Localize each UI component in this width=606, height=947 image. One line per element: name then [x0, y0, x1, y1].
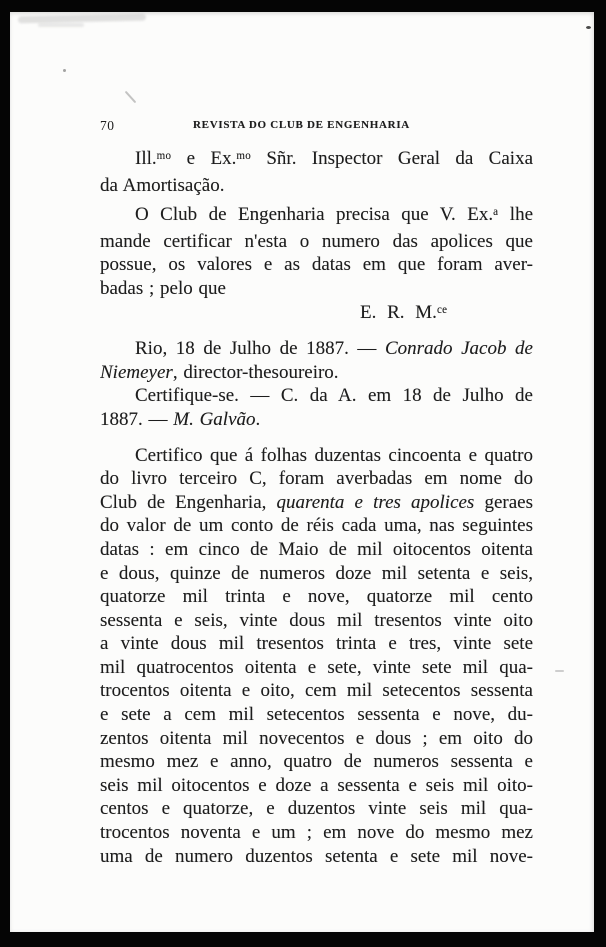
- text-segment: possue, os valores e as datas em que foram aver-: [100, 254, 533, 276]
- running-header: [100, 117, 533, 134]
- text-line: [100, 609, 533, 633]
- text-segment: , director-thesoureiro.: [172, 361, 339, 383]
- text-segment: do livro terceiro C, foram averbadas em nome do: [100, 468, 533, 490]
- text-line: [100, 797, 533, 821]
- p-salutation: [100, 147, 533, 197]
- page-number: 70: [100, 118, 115, 133]
- text-line: [100, 467, 533, 491]
- text-line: [100, 230, 533, 254]
- text-segment: centos e quatorze, e duzentos vinte seis mil qua-: [100, 798, 533, 820]
- text-line: [100, 656, 533, 680]
- text-segment: quatorze mil trinta e nove, quatorze mil cento: [100, 586, 533, 608]
- text-segment: lhe: [498, 204, 533, 226]
- text-segment: quarenta e tres apolices: [276, 491, 475, 513]
- text-segment: mande certificar n'esta o numero das apolices que: [100, 230, 533, 252]
- text-line: [100, 845, 533, 869]
- text-line: [100, 253, 533, 277]
- text-segment: sessenta e seis, vinte dous mil tresentos vinte oito: [100, 609, 533, 631]
- text-segment: trocentos noventa e um ; em nove do mesmo mez: [100, 822, 533, 844]
- text-segment: a: [493, 206, 499, 219]
- text-segment: Rio, 18 de Julho de 1887. —: [135, 338, 385, 360]
- text-segment: Club de Engenharia,: [100, 491, 277, 513]
- text-line: [100, 408, 533, 432]
- scan-smudge: [555, 670, 564, 672]
- text-line: [100, 727, 533, 751]
- text-line: [100, 538, 533, 562]
- scan-smudge: [18, 14, 146, 24]
- scan-smudge: [38, 23, 84, 27]
- scan-smudge: [125, 91, 137, 103]
- text-segment: a vinte dous mil tresentos trinta e tres, vinte sete: [100, 633, 533, 655]
- text-line: [100, 444, 533, 468]
- text-segment: datas : em cinco de Maio de mil oitocentos oitenta: [100, 538, 533, 560]
- text-line: [100, 361, 533, 385]
- p-date-signature: [100, 337, 533, 384]
- text-line: [100, 337, 533, 361]
- text-line: [100, 821, 533, 845]
- text-segment: Certifico que á folhas duzentas cincoenta e quatro: [135, 444, 533, 466]
- text-block: [100, 117, 533, 868]
- text-segment: trocentos oitenta e oito, cem mil setecentos sessenta: [100, 680, 533, 702]
- text-segment: mo: [236, 150, 252, 163]
- scan-smudge: [586, 26, 591, 29]
- text-segment: ce: [436, 303, 448, 316]
- text-line: [100, 514, 533, 538]
- text-segment: O Club de Engenharia precisa que V. Ex.: [135, 204, 494, 226]
- text-line: [100, 562, 533, 586]
- text-line: [100, 147, 533, 174]
- book-page: [10, 12, 594, 932]
- text-segment: .: [255, 408, 261, 430]
- text-segment: Conrado Jacob de: [384, 338, 533, 360]
- p-certify-order: [100, 384, 533, 431]
- p-signoff: [100, 301, 533, 328]
- text-line: [100, 679, 533, 703]
- text-segment: uma de numero duzentos setenta e sete mil nove-: [100, 845, 533, 867]
- document-body: [100, 147, 533, 868]
- text-segment: mo: [156, 150, 172, 163]
- text-line: [100, 277, 533, 301]
- p-certificate: [100, 444, 533, 869]
- text-segment: badas ; pelo que: [100, 277, 226, 299]
- text-segment: Ill.: [135, 148, 157, 169]
- text-segment: Sñr. Inspector Geral da Caixa: [251, 148, 533, 169]
- text-segment: Certifique-se. — C. da A. em 18 de Julho de: [135, 385, 533, 407]
- text-segment: e dous, quinze de numeros doze mil setenta e seis,: [100, 562, 533, 584]
- text-line: [100, 774, 533, 798]
- text-line: [100, 384, 533, 408]
- text-segment: e sete a cem mil setecentos sessenta e nove, du-: [100, 704, 533, 726]
- scan-smudge: [63, 69, 66, 72]
- text-segment: do valor de um conto de réis cada uma, nas seguintes: [100, 515, 533, 537]
- text-line: [100, 703, 533, 727]
- text-line: [100, 585, 533, 609]
- text-segment: Niemeyer: [100, 361, 173, 383]
- text-line: [100, 632, 533, 656]
- text-line: [100, 174, 533, 198]
- text-segment: seis mil oitocentos e doze a sessenta e seis mil oito-: [100, 774, 533, 796]
- text-segment: 1887. —: [100, 408, 174, 430]
- text-line: [100, 301, 533, 328]
- text-segment: M. Galvão: [173, 408, 256, 430]
- text-segment: da Amortisação.: [100, 174, 225, 196]
- running-title: REVISTA DO CLUB DE ENGENHARIA: [193, 119, 410, 131]
- text-line: [100, 750, 533, 774]
- p-request: [100, 203, 533, 300]
- text-segment: E. R. M.: [360, 301, 437, 323]
- text-line: [100, 491, 533, 515]
- text-segment: mesmo mez e anno, quatro de numeros sessenta e: [100, 751, 533, 773]
- text-segment: e Ex.: [171, 148, 237, 169]
- text-segment: mil quatrocentos oitenta e sete, vinte sete mil qua-: [100, 656, 533, 678]
- text-line: [100, 203, 533, 230]
- text-segment: geraes: [474, 491, 533, 513]
- text-segment: zentos oitenta mil novecentos e dous ; em oito do: [100, 727, 533, 749]
